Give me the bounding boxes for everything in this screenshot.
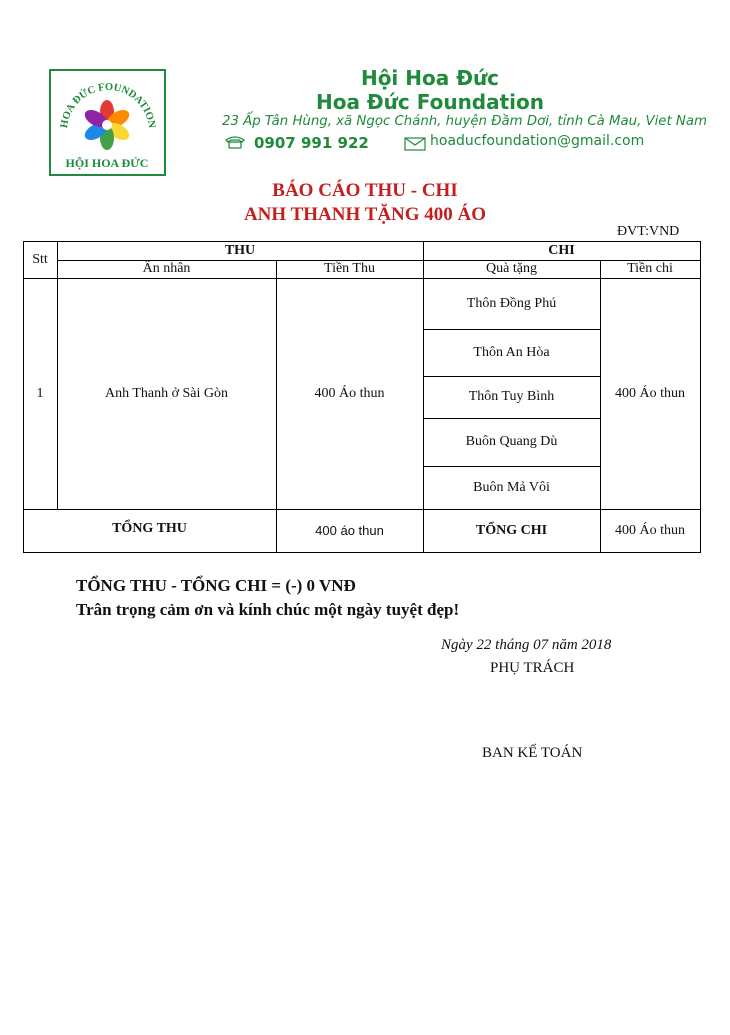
total-chi-label: TỔNG CHI [475,522,548,538]
report-subtitle: ANH THANH TẶNG 400 ÁO [243,204,487,225]
group-header-chi: CHI [548,242,575,258]
total-thu-value: 400 áo thun [315,523,384,538]
column-header-tien-chi: Tiền chi [627,261,673,276]
balance-summary: TỔNG THU - TỔNG CHI = (-) 0 VNĐ [76,576,356,595]
report-table [23,241,701,553]
column-header-tien-thu: Tiền Thu [324,261,375,276]
report-title: BÁO CÁO THU - CHI [272,180,458,201]
row-tien-thu: 400 Áo thun [314,385,385,401]
email-address: hoaducfoundation@gmail.com [430,133,645,149]
logo-flower [82,100,132,150]
gift-recipient: Buôn Mả Vôi [473,479,550,495]
foundation-logo [49,69,166,176]
logo-arc-textpath: HOA ĐỨC FOUNDATION [58,81,157,129]
gift-recipient: Thôn Tuy Bình [468,389,555,404]
gift-recipient: Thôn An Hòa [473,344,550,360]
column-header-qua-tang: Quà tặng [486,261,537,276]
phone-number: 0907 991 922 [254,134,369,152]
column-header-stt: Stt [32,251,48,267]
org-name-english: Hoa Đức Foundation [315,90,545,114]
org-address: 23 Ấp Tân Hùng, xã Ngọc Chánh, huyện Đầm Dơi, tỉnh Cà Mau, Viet Nam [222,114,707,129]
phone-icon [224,135,246,149]
currency-unit: ĐVT:VND [617,224,680,239]
group-header-thu: THU [224,242,256,258]
gift-recipient: Buôn Quang Dù [465,434,558,449]
row-tien-chi: 400 Áo thun [615,385,685,401]
org-name-vietnamese: Hội Hoa Đức [360,66,500,90]
total-chi-value: 400 Áo thun [615,522,685,538]
report-date: Ngày 22 tháng 07 năm 2018 [441,637,612,653]
gift-recipient: Thôn Đồng Phú [466,295,557,311]
flower-logo-icon [51,71,164,174]
total-thu-label: TỔNG THU [112,521,187,536]
logo-flower-center [102,120,112,130]
signature-role: PHỤ TRÁCH [490,660,575,676]
logo-bottom-text: HỘI HOA ĐỨC [65,156,149,170]
thanks-message: Trân trọng cảm ơn và kính chúc một ngày tuyệt đẹp! [76,600,460,619]
signature-department: BAN KẾ TOÁN [482,745,583,761]
column-header-an-nhan: Ân nhân [142,261,191,276]
row-stt: 1 [36,385,44,401]
row-an-nhan: Anh Thanh ở Sài Gòn [104,385,229,401]
envelope-icon [404,137,426,151]
